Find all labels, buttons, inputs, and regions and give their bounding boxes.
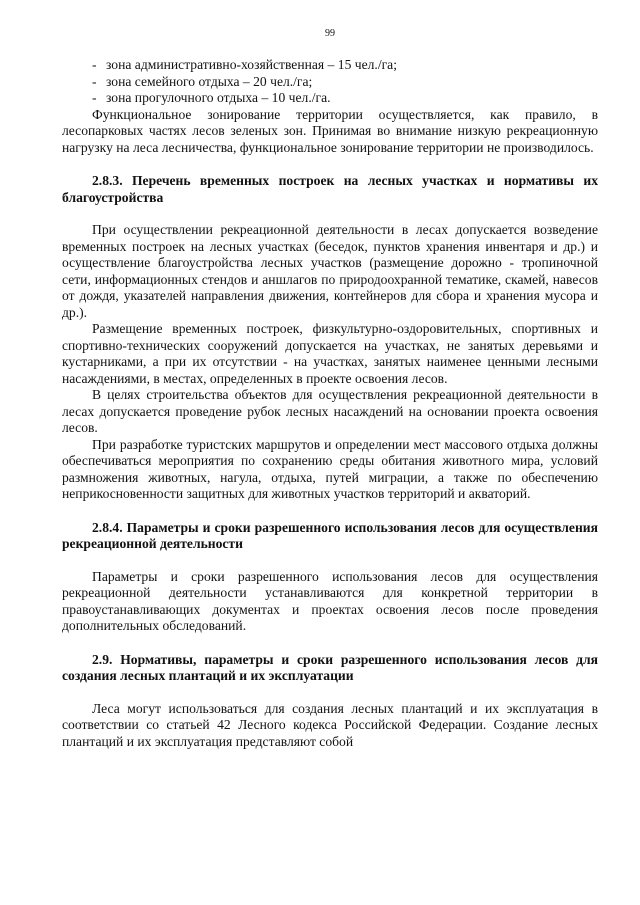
paragraph: Параметры и сроки разрешенного использования лесов для осуществления рекреационной деятельности устанавливаются для конкретной территории в правоустанавливающих документах и проектах освоения лесов после проведения дополнительных обследований. <box>62 568 598 633</box>
paragraph: Леса могут использоваться для создания лесных плантаций и их эксплуатация в соответствии со статьей 42 Лесного кодекса Российской Федерации. Создание лесных плантаций и их эксплуатация представляют собой <box>62 700 598 749</box>
list-item <box>62 57 598 74</box>
paragraph: При разработке туристских маршрутов и определении мест массового отдыха должны обеспечиваться мероприятия по сохранению среды обитания животного мира, условий размножения животных, нагула, отдыха, путей миграции, а также по обеспечению неприкосновенности защитных для животных участков территорий и акваторий. <box>62 436 598 501</box>
section-heading-2-9: 2.9. Нормативы, параметры и сроки разрешенного использования лесов для создания лесных плантаций и их эксплуатации <box>62 651 598 683</box>
list-item-text: зона прогулочного отдыха – 10 чел./га. <box>106 90 331 105</box>
intro-paragraph: Функциональное зонирование территории осуществляется, как правило, в лесопарковых частях лесов зеленых зон. Принимая во внимание низкую рекреационную нагрузку на леса лесничества, функциональное зонирование территории не производилось. <box>62 106 598 155</box>
paragraph: Размещение временных построек, физкультурно-оздоровительных, спортивных и спортивно-технических сооружений допускается на участках, не занятых деревьями и кустарниками, а при их отсутствии - на участках, занятых наименее ценными лесными насаждениями, в местах, определенных в проекте освоения лесов. <box>62 321 598 386</box>
spacer <box>62 685 598 701</box>
spacer <box>62 156 598 173</box>
list-item-text: зона административно-хозяйственная – 15 чел./га; <box>106 57 397 72</box>
spacer <box>62 503 598 520</box>
section-heading-2-8-4: 2.8.4. Параметры и сроки разрешенного использования лесов для осуществления рекреационной деятельности <box>62 519 598 551</box>
section-heading-2-8-3: 2.8.3. Перечень временных построек на лесных участках и нормативы их благоустройства <box>62 173 598 205</box>
page-number: 99 <box>325 28 335 39</box>
bullet-marker: - <box>92 73 97 89</box>
bullet-marker: - <box>92 57 97 72</box>
spacer <box>62 635 598 652</box>
zone-list <box>62 57 598 107</box>
bullet-marker: - <box>92 90 97 105</box>
paragraph: При осуществлении рекреационной деятельности в лесах допускается возведение временных построек на лесных участках (беседок, пунктов хранения инвентаря и др.) и осуществление благоустройства лесных участков (размещение дорожно - тропиночной сети, информационных стендов и аншлагов по природоохранной тематике, скамей, навесов от дождя, указателей направления движения, контейнеров для сбора и хранения мусора и др.). <box>62 222 598 320</box>
spacer <box>62 206 598 222</box>
spacer <box>62 553 598 569</box>
list-item-text: зона семейного отдыха – 20 чел./га; <box>106 73 313 89</box>
list-item <box>62 74 598 91</box>
list-item <box>62 90 598 107</box>
paragraph: В целях строительства объектов для осуществления рекреационной деятельности в лесах допускается проведение рубок лесных насаждений на основании проекта освоения лесов. <box>62 387 598 435</box>
document-page <box>62 28 598 750</box>
